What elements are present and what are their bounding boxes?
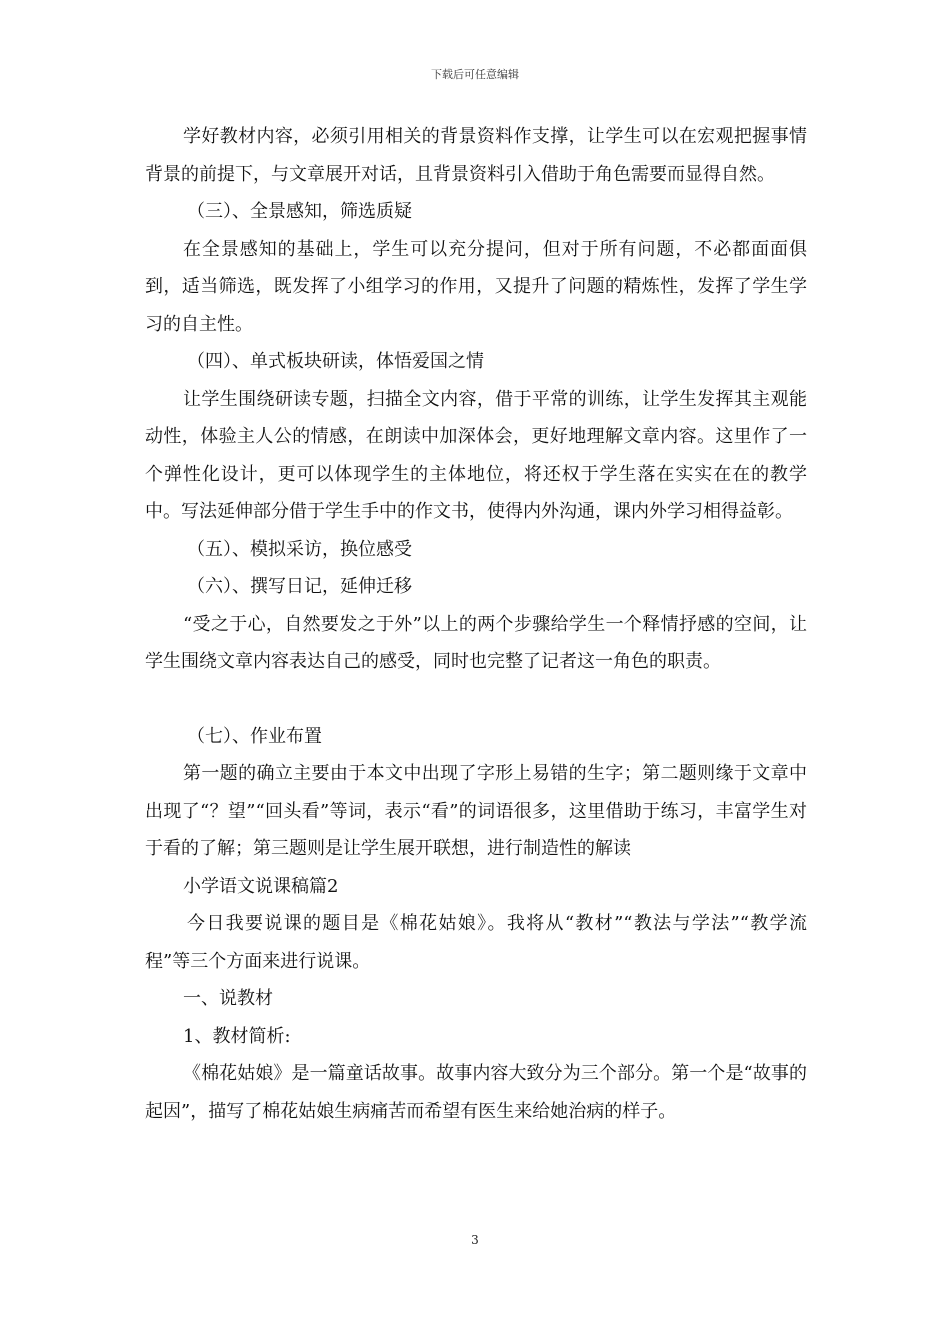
paragraph-section-7: 第一题的确立主要由于本文中出现了字形上易错的生字；第二题则缘于文章中出现了“？望”“回头看”等词，表示“看”的词语很多，这里借助于练习，丰富学生对于看的了解；第三题则是让学生展开联想，进行制造性的解读 — [145, 763, 807, 859]
heading-section-7: （七）、作业布置 — [187, 725, 322, 747]
heading-section-6: （六）、撰写日记，延伸迁移 — [187, 576, 412, 597]
document-body — [145, 118, 807, 1130]
paragraph-section-3: 在全景感知的基础上，学生可以充分提问，但对于所有问题，不必都面面俱到，适当筛选，既发挥了小组学习的作用，又提升了问题的精炼性，发挥了学生学习的自主性。 — [145, 238, 807, 335]
heading-section-5: （五）、模拟采访，换位感受 — [187, 538, 412, 560]
heading-textbook: 一、说教材 — [183, 988, 273, 1009]
heading-section-4: （四）、单式板块研读，体悟爱国之情 — [187, 351, 484, 372]
paragraph-intro: 今日我要说课的题目是《棉花姑娘》。我将从“教材”“教法与学法”“教学流程”等三个方面来进行说课。 — [145, 913, 807, 972]
page-header: 下载后可任意编辑 — [431, 68, 519, 81]
subtitle-lecture-2: 小学语文说课稿篇2 — [183, 875, 339, 897]
heading-textbook-analysis: 1、教材简析: — [183, 1025, 291, 1047]
blank-line — [145, 681, 807, 718]
page-number: 3 — [471, 1233, 479, 1247]
paragraph-section-4: 让学生围绕研读专题，扫描全文内容，借于平常的训练，让学生发挥其主观能动性，体验主人公的情感，在朗读中加深体会，更好地理解文章内容。这里作了一个弹性化设计，更可以体现学生的主体地位，将还权于学生落在实实在在的教学中。写法延伸部分借于学生手中的作文书，使得内外沟通，课内外学习相得益彰。 — [145, 388, 807, 522]
paragraph-textbook-analysis: 《棉花姑娘》是一篇童话故事。故事内容大致分为三个部分。第一个是“故事的起因”，描写了棉花姑娘生病痛苦而希望有医生来给她治病的样子。 — [145, 1063, 807, 1122]
paragraph-section-6: “受之于心，自然要发之于外”以上的两个步骤给学生一个释情抒感的空间，让学生围绕文章内容表达自己的感受，同时也完整了记者这一角色的职责。 — [145, 613, 807, 672]
heading-section-3: （三）、全景感知，筛选质疑 — [187, 201, 412, 222]
paragraph-background: 学好教材内容，必须引用相关的背景资料作支撑，让学生可以在宏观把握事情背景的前提下，与文章展开对话，且背景资料引入借助于角色需要而显得自然。 — [145, 126, 807, 185]
